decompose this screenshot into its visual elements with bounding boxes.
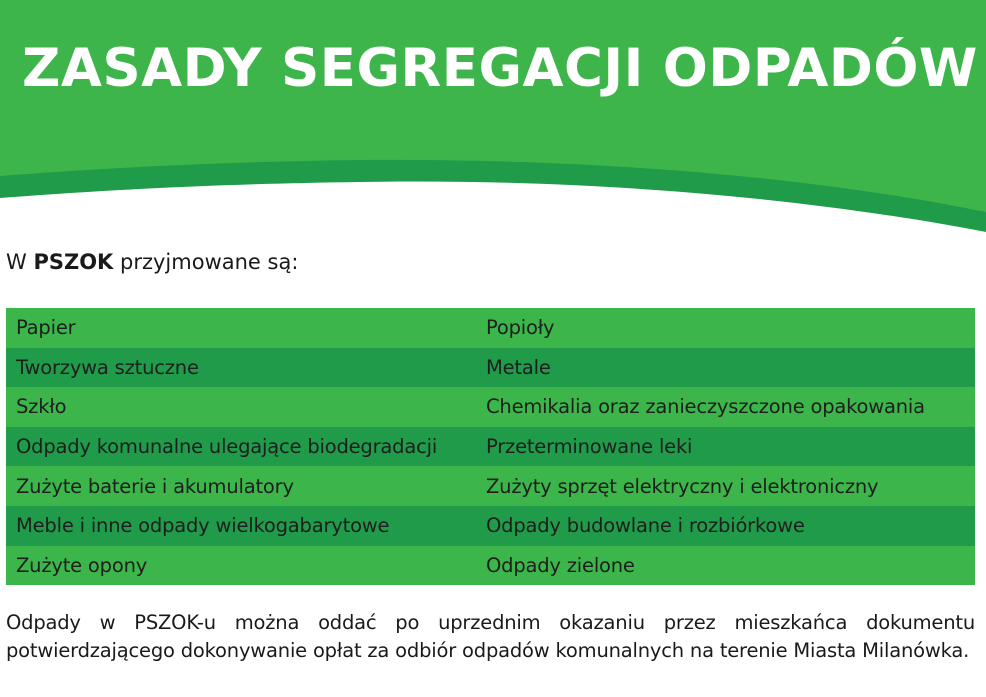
table-cell-left: Zużyte opony <box>6 546 476 586</box>
table-cell-right: Metale <box>476 348 975 388</box>
table-cell-left: Meble i inne odpady wielkogabarytowe <box>6 506 476 546</box>
waste-table <box>6 308 975 585</box>
intro-bold: PSZOK <box>33 250 114 274</box>
table-cell-right: Zużyty sprzęt elektryczny i elektroniczny <box>476 466 975 506</box>
table-cell-right: Odpady budowlane i rozbiórkowe <box>476 506 975 546</box>
table-cell-left: Odpady komunalne ulegające biodegradacji <box>6 427 476 467</box>
intro-text <box>6 250 298 274</box>
table-cell-right: Przeterminowane leki <box>476 427 975 467</box>
table-cell-right: Popioły <box>476 308 975 348</box>
table-row <box>6 466 975 506</box>
intro-prefix: W <box>6 250 27 274</box>
table-cell-left: Tworzywa sztuczne <box>6 348 476 388</box>
table-cell-left: Papier <box>6 308 476 348</box>
table-row <box>6 506 975 546</box>
table-cell-left: Zużyte baterie i akumulatory <box>6 466 476 506</box>
table-cell-left: Szkło <box>6 387 476 427</box>
table-row <box>6 546 975 586</box>
table-row <box>6 387 975 427</box>
info-note: Odpady w PSZOK-u można oddać po uprzednim okazaniu przez mieszkańca dokumentu potwierdzającego dokonywanie opłat za odbiór odpadów komunalnych na terenie Miasta Milanówka. <box>6 611 975 662</box>
table-row <box>6 427 975 467</box>
table-row <box>6 348 975 388</box>
table-cell-right: Odpady zielone <box>476 546 975 586</box>
intro-suffix: przyjmowane są: <box>120 250 299 274</box>
page-title: ZASADY SEGREGACJI ODPADÓW <box>22 38 978 99</box>
header-band <box>0 0 986 240</box>
table-row <box>6 308 975 348</box>
table-cell-right: Chemikalia oraz zanieczyszczone opakowania <box>476 387 975 427</box>
